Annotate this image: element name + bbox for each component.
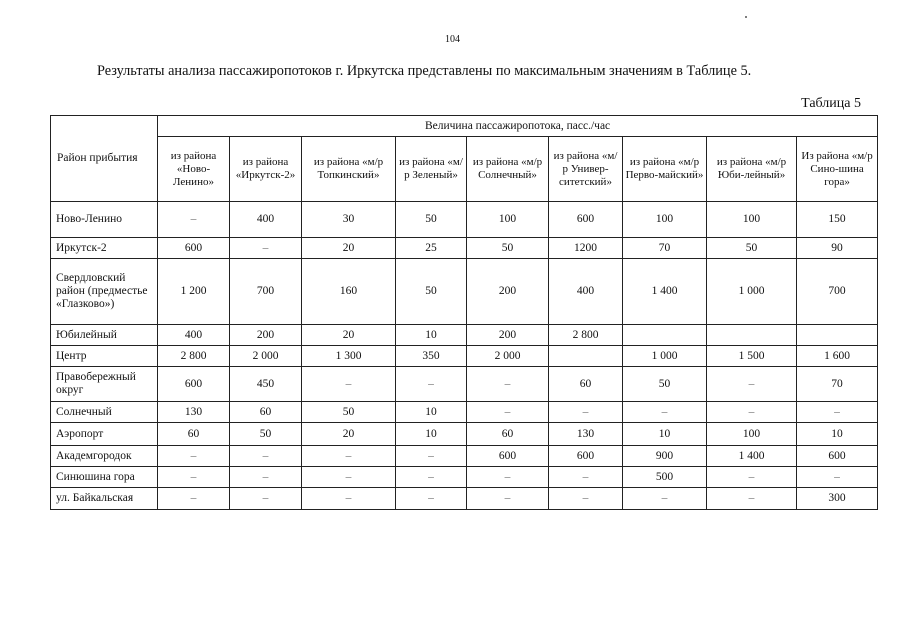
table-cell: 1 200 bbox=[158, 259, 230, 325]
row-label: Юбилейный bbox=[51, 325, 158, 346]
table-cell: 100 bbox=[623, 202, 707, 238]
table-cell: – bbox=[302, 367, 396, 402]
table-row bbox=[51, 488, 878, 510]
table-cell: 1 600 bbox=[797, 346, 878, 367]
table-cell: – bbox=[467, 467, 549, 488]
table-cell: 900 bbox=[623, 446, 707, 467]
table-cell: 700 bbox=[797, 259, 878, 325]
table-cell: 400 bbox=[549, 259, 623, 325]
row-label: ул. Байкальская bbox=[51, 488, 158, 510]
table-cell: 50 bbox=[623, 367, 707, 402]
table-cell: 20 bbox=[302, 423, 396, 446]
table-cell: – bbox=[707, 402, 797, 423]
table-cell: – bbox=[549, 488, 623, 510]
table-cell: – bbox=[467, 367, 549, 402]
table-cell: 100 bbox=[467, 202, 549, 238]
table-cell: 2 000 bbox=[467, 346, 549, 367]
row-label: Иркутск-2 bbox=[51, 238, 158, 259]
table-cell: – bbox=[549, 467, 623, 488]
column-header: из района «м/р Юби-лейный» bbox=[707, 137, 797, 202]
column-header: из района «Ново-Ленино» bbox=[158, 137, 230, 202]
table-cell: 2 800 bbox=[158, 346, 230, 367]
table-cell: 400 bbox=[230, 202, 302, 238]
table-cell: 130 bbox=[549, 423, 623, 446]
table-cell: – bbox=[623, 488, 707, 510]
table-cell: 20 bbox=[302, 238, 396, 259]
table-cell: – bbox=[797, 467, 878, 488]
table-row bbox=[51, 467, 878, 488]
table-cell bbox=[707, 325, 797, 346]
column-header: из района «Иркутск-2» bbox=[230, 137, 302, 202]
table-cell bbox=[797, 325, 878, 346]
table-cell: 60 bbox=[230, 402, 302, 423]
table-cell: 10 bbox=[396, 325, 467, 346]
table-row bbox=[51, 402, 878, 423]
table-cell: – bbox=[158, 488, 230, 510]
table-cell: 150 bbox=[797, 202, 878, 238]
table-caption: Таблица 5 bbox=[801, 96, 861, 111]
table-cell: 10 bbox=[396, 402, 467, 423]
column-header: из района «м/р Топкинский» bbox=[302, 137, 396, 202]
table-cell: – bbox=[302, 446, 396, 467]
table-cell: 30 bbox=[302, 202, 396, 238]
table-cell: 50 bbox=[467, 238, 549, 259]
table-row bbox=[51, 325, 878, 346]
table-cell: – bbox=[467, 488, 549, 510]
table-cell: – bbox=[230, 446, 302, 467]
table-cell: 600 bbox=[467, 446, 549, 467]
table-cell: 600 bbox=[158, 238, 230, 259]
table-cell: – bbox=[396, 367, 467, 402]
table-cell: 350 bbox=[396, 346, 467, 367]
row-label: Аэропорт bbox=[51, 423, 158, 446]
table-cell: 50 bbox=[230, 423, 302, 446]
table-body bbox=[51, 202, 878, 510]
table-cell: 160 bbox=[302, 259, 396, 325]
table-cell: 10 bbox=[797, 423, 878, 446]
table-cell bbox=[549, 346, 623, 367]
table-cell: 2 000 bbox=[230, 346, 302, 367]
table-cell: 20 bbox=[302, 325, 396, 346]
table-cell: 60 bbox=[158, 423, 230, 446]
table-cell: 1 000 bbox=[707, 259, 797, 325]
table-row bbox=[51, 202, 878, 238]
table-cell: 50 bbox=[396, 202, 467, 238]
table-cell: 70 bbox=[623, 238, 707, 259]
table-cell: 200 bbox=[230, 325, 302, 346]
table-cell: 1 000 bbox=[623, 346, 707, 367]
table-cell: – bbox=[396, 446, 467, 467]
column-header: из района «м/р Универ-ситетский» bbox=[549, 137, 623, 202]
table-cell: – bbox=[230, 467, 302, 488]
row-label: Солнечный bbox=[51, 402, 158, 423]
table-cell: – bbox=[158, 446, 230, 467]
table-cell: 600 bbox=[797, 446, 878, 467]
table-row bbox=[51, 346, 878, 367]
table-cell: 1 400 bbox=[707, 446, 797, 467]
corner-header: Район прибытия bbox=[51, 116, 158, 202]
table-cell: – bbox=[230, 238, 302, 259]
table-cell: – bbox=[549, 402, 623, 423]
table-cell: – bbox=[707, 467, 797, 488]
table-cell: 50 bbox=[396, 259, 467, 325]
table-cell: 700 bbox=[230, 259, 302, 325]
table-cell: – bbox=[396, 488, 467, 510]
table-cell: 2 800 bbox=[549, 325, 623, 346]
table-cell: 90 bbox=[797, 238, 878, 259]
table-cell: 100 bbox=[707, 423, 797, 446]
table-row bbox=[51, 367, 878, 402]
table-cell: 200 bbox=[467, 325, 549, 346]
table-cell: – bbox=[797, 402, 878, 423]
table-cell: 10 bbox=[623, 423, 707, 446]
table-cell: – bbox=[158, 202, 230, 238]
table-row bbox=[51, 423, 878, 446]
table-cell: 100 bbox=[707, 202, 797, 238]
column-header: из района «м/р Перво-майский» bbox=[623, 137, 707, 202]
table-cell: 600 bbox=[549, 202, 623, 238]
table-cell: 60 bbox=[549, 367, 623, 402]
table-cell: 1 300 bbox=[302, 346, 396, 367]
table-row bbox=[51, 259, 878, 325]
row-label: Академгородок bbox=[51, 446, 158, 467]
table-cell: 400 bbox=[158, 325, 230, 346]
table-cell: 25 bbox=[396, 238, 467, 259]
row-label: Свердловский район (предместье «Глазково») bbox=[51, 259, 158, 325]
table-cell: 200 bbox=[467, 259, 549, 325]
page-number: 104 bbox=[445, 34, 460, 45]
table-cell: 10 bbox=[396, 423, 467, 446]
table-cell: 50 bbox=[302, 402, 396, 423]
table-cell: – bbox=[623, 402, 707, 423]
table-cell: – bbox=[707, 488, 797, 510]
column-header: Из района «м/р Сино-шина гора» bbox=[797, 137, 878, 202]
column-header: из района «м/р Зеленый» bbox=[396, 137, 467, 202]
table-cell: 450 bbox=[230, 367, 302, 402]
table-cell: 70 bbox=[797, 367, 878, 402]
table-row bbox=[51, 446, 878, 467]
table-cell: 600 bbox=[158, 367, 230, 402]
table-cell: 1 500 bbox=[707, 346, 797, 367]
table-cell: 60 bbox=[467, 423, 549, 446]
row-label: Правобережный округ bbox=[51, 367, 158, 402]
row-label: Центр bbox=[51, 346, 158, 367]
table-cell: – bbox=[302, 488, 396, 510]
table-cell: 600 bbox=[549, 446, 623, 467]
intro-paragraph: Результаты анализа пассажиропотоков г. Иркутска представлены по максимальным значениям в Таблице 5. bbox=[97, 63, 752, 79]
table-cell: – bbox=[396, 467, 467, 488]
table-cell: – bbox=[467, 402, 549, 423]
row-label: Ново-Ленино bbox=[51, 202, 158, 238]
row-label: Синюшина гора bbox=[51, 467, 158, 488]
passenger-flow-table bbox=[50, 115, 878, 510]
table-cell bbox=[623, 325, 707, 346]
table-cell: – bbox=[302, 467, 396, 488]
group-header: Величина пассажиропотока, пасс./час bbox=[158, 116, 878, 137]
table-cell: 50 bbox=[707, 238, 797, 259]
table-cell: 1 400 bbox=[623, 259, 707, 325]
table-cell: – bbox=[230, 488, 302, 510]
table-cell: 1200 bbox=[549, 238, 623, 259]
table-row bbox=[51, 238, 878, 259]
table-cell: – bbox=[707, 367, 797, 402]
table-cell: 300 bbox=[797, 488, 878, 510]
column-header-row bbox=[51, 137, 878, 202]
table-cell: 500 bbox=[623, 467, 707, 488]
table-cell: – bbox=[158, 467, 230, 488]
scan-dot bbox=[745, 16, 747, 18]
table-cell: 130 bbox=[158, 402, 230, 423]
column-header: из района «м/р Солнечный» bbox=[467, 137, 549, 202]
